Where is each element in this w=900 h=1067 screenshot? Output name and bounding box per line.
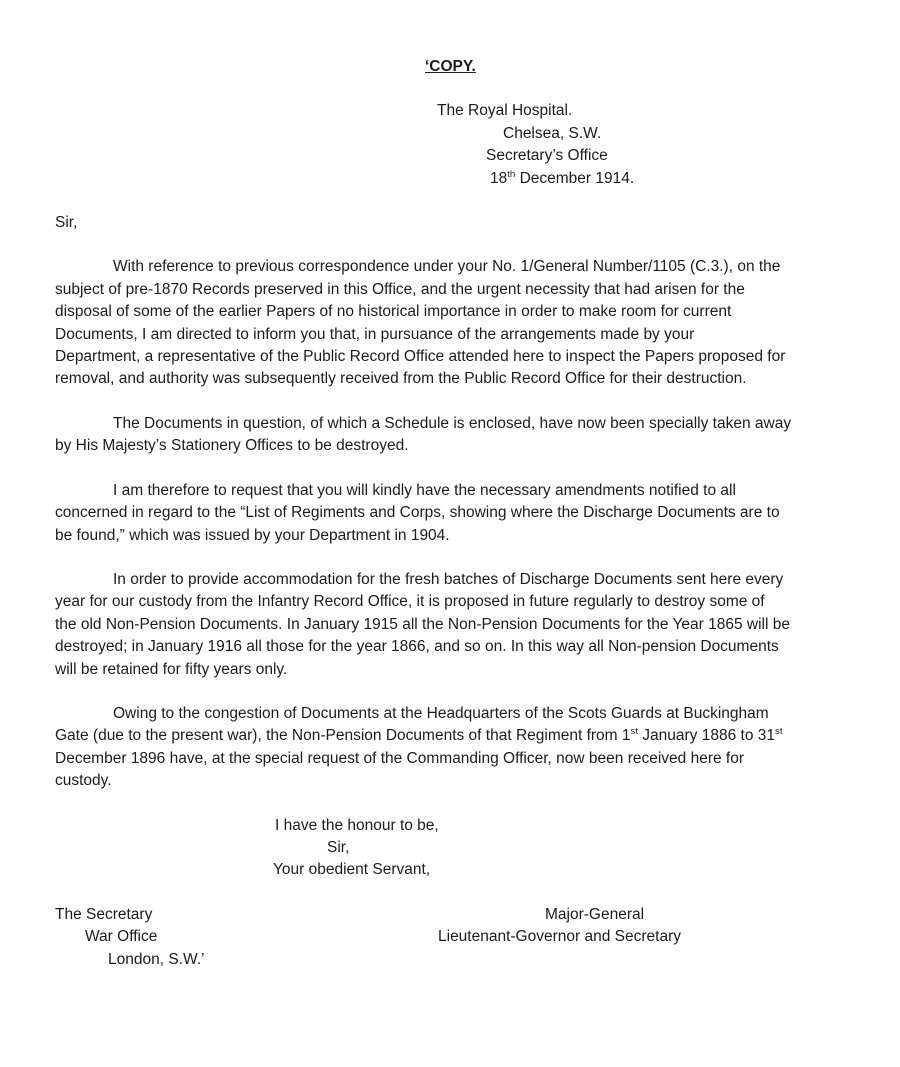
paragraph-line: Documents, I am directed to inform you that, in pursuance of the arrangements made by your <box>55 325 695 343</box>
paragraph-line: disposal of some of the earlier Papers of no historical importance in order to make room for current <box>55 303 732 321</box>
paragraph-line: With reference to previous correspondence under your No. 1/General Number/1105 (C.3.), on the <box>113 258 781 276</box>
addressee-line: War Office <box>85 928 158 946</box>
letterhead-line-chelsea: Chelsea, S.W. <box>503 124 602 142</box>
paragraph-line: year for our custody from the Infantry Record Office, it is proposed in future regularly to destroy some of <box>55 593 765 611</box>
paragraph-line: by His Majesty’s Stationery Offices to be destroyed. <box>55 437 409 455</box>
paragraph-line: I am therefore to request that you will kindly have the necessary amendments notified to all <box>113 481 736 499</box>
paragraph-line: Department, a representative of the Public Record Office attended here to inspect the Papers proposed for <box>55 348 786 366</box>
paragraph-line: destroyed; in January 1916 all those for the year 1866, and so on. In this way all Non-pension Documents <box>55 638 779 656</box>
addressee-line: London, S.W.’ <box>108 950 205 968</box>
paragraph-line: Owing to the congestion of Documents at the Headquarters of the Scots Guards at Buckingham <box>113 704 769 722</box>
addressee-block <box>55 904 205 971</box>
paragraph-line: The Documents in question, of which a Schedule is enclosed, have now been specially taken away <box>113 414 792 432</box>
paragraph-line: concerned in regard to the “List of Regiments and Corps, showing where the Discharge Documents are to <box>55 504 780 522</box>
valediction-line: Your obedient Servant, <box>273 861 431 879</box>
paragraph-1 <box>55 256 845 390</box>
paragraph-line: custody. <box>55 772 112 790</box>
paragraph-line: the old Non-Pension Documents. In January 1915 all the Non-Pension Documents for the Year 1865 will be <box>55 615 790 633</box>
letterhead <box>55 100 845 190</box>
letterhead-line-office: Secretary’s Office <box>486 147 608 165</box>
paragraph-line: be found,” which was issued by your Department in 1904. <box>55 526 450 544</box>
addressee-line: The Secretary <box>55 905 153 923</box>
letterhead-line-hospital: The Royal Hospital. <box>437 102 573 120</box>
paragraph-4 <box>55 569 845 681</box>
valediction <box>55 815 845 882</box>
paragraph-2 <box>55 413 845 458</box>
signature-line: Major-General <box>545 905 645 923</box>
letterhead-date: 18th December 1914. <box>490 168 635 187</box>
paragraph-line: Gate (due to the present war), the Non-Pension Documents of that Regiment from 1st January 1886 to 31st <box>55 726 783 745</box>
signature-line: Lieutenant-Governor and Secretary <box>438 928 681 946</box>
paragraph-line: December 1896 have, at the special request of the Commanding Officer, now been received here for <box>55 749 745 767</box>
paragraph-3 <box>55 480 845 547</box>
paragraph-line: subject of pre-1870 Records preserved in this Office, and the urgent necessity that had arisen for the <box>55 280 745 298</box>
valediction-line: Sir, <box>327 838 350 856</box>
signature-block <box>438 904 681 949</box>
paragraph-5 <box>55 703 845 793</box>
paragraph-line: In order to provide accommodation for the fresh batches of Discharge Documents sent here every <box>113 570 784 588</box>
paragraph-line: removal, and authority was subsequently received from the Public Record Office for their destruction. <box>55 370 747 388</box>
letter-footer <box>55 904 845 994</box>
salutation: Sir, <box>55 214 78 232</box>
letter-body <box>55 256 845 792</box>
valediction-line: I have the honour to be, <box>275 816 439 834</box>
paragraph-line: will be retained for fifty years only. <box>55 660 288 678</box>
copy-heading: ‘COPY. <box>425 58 476 75</box>
